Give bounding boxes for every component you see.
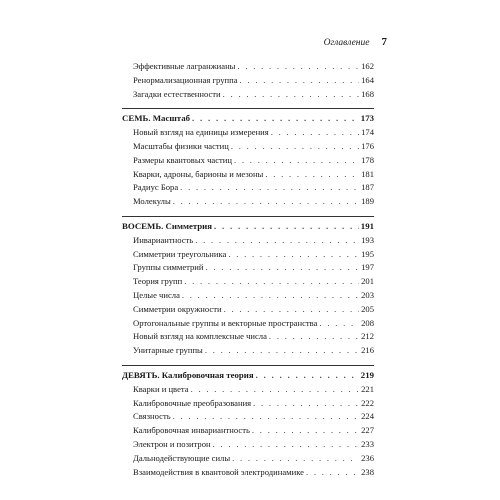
dot-leader	[319, 317, 359, 331]
toc-entry-label: Инвариантность	[133, 234, 194, 245]
running-head-title: Оглавление	[323, 38, 370, 48]
dot-leader	[182, 289, 359, 303]
chapter-heading	[122, 220, 374, 234]
toc-entry	[122, 126, 374, 140]
toc-entry-page: 187	[361, 182, 374, 193]
toc-chapter	[122, 365, 374, 479]
toc-entry-label: Новый взгляд на комплексные числа	[133, 331, 267, 342]
dot-leader	[213, 438, 359, 452]
toc-entry-label: Эффективные лагранжианы	[133, 61, 236, 71]
toc-entry-page: 164	[361, 74, 374, 85]
dot-leader	[256, 369, 359, 383]
toc-entry-page: 181	[361, 168, 374, 179]
dot-leader	[192, 112, 359, 126]
toc-entry-page: 203	[361, 289, 374, 300]
toc-entry	[122, 140, 374, 154]
dot-leader	[232, 452, 359, 466]
toc-entry	[122, 234, 374, 248]
dot-leader	[173, 410, 359, 424]
chapter-heading	[122, 369, 374, 383]
toc-entry-label: Взаимодействия в квантовой электродинамике	[133, 466, 304, 477]
toc-entry-label: Электрон и позитрон	[133, 438, 211, 449]
toc-entry	[122, 261, 374, 275]
chapter-heading-page: 191	[360, 220, 374, 231]
toc-entry-label: Связность	[133, 411, 171, 422]
dot-leader	[184, 275, 359, 289]
dot-leader	[306, 466, 359, 480]
toc-entry-label: Кварки и цвета	[133, 383, 189, 394]
toc-entry-label: Загадки естественности	[133, 88, 221, 99]
chapter-heading-page: 219	[360, 369, 374, 380]
toc-entry	[122, 289, 374, 303]
toc-entry	[122, 452, 374, 466]
toc-entry-label: Калибровочные преобразования	[133, 397, 252, 408]
chapter-heading-label: ВОСЕМЬ. Симметрия	[122, 220, 213, 231]
chapter-heading-label: ДЕВЯТЬ. Калибровочная теория	[122, 369, 254, 380]
toc-entry-label: Группы симметрий	[133, 262, 204, 273]
toc-entry-page: 236	[361, 452, 374, 463]
table-of-contents	[122, 60, 374, 486]
dot-leader	[237, 60, 359, 74]
toc-entry-page: 201	[361, 276, 374, 287]
toc-entry	[122, 410, 374, 424]
dot-leader	[228, 248, 359, 262]
page-number: 7	[381, 36, 387, 48]
dot-leader	[252, 424, 359, 438]
dot-leader	[191, 383, 360, 397]
chapter-heading	[122, 112, 374, 126]
toc-entry	[122, 88, 374, 102]
toc-entry-page: 205	[361, 303, 374, 314]
dot-leader	[195, 234, 359, 248]
toc-entry	[122, 397, 374, 411]
toc-entry	[122, 317, 374, 331]
toc-chapter	[122, 216, 374, 358]
chapter-heading-page: 173	[360, 113, 374, 124]
toc-entry	[122, 168, 374, 182]
toc-entry-page: 208	[361, 317, 374, 328]
toc-entry-label: Размеры квантовых частиц	[133, 154, 232, 165]
toc-entry-page: 195	[361, 248, 374, 259]
toc-entry	[122, 60, 374, 74]
toc-entry	[122, 181, 374, 195]
toc-entry	[122, 344, 374, 358]
toc-entry-page: 216	[361, 345, 374, 356]
toc-entry-page: 176	[361, 140, 374, 151]
toc-entry-page: 197	[361, 262, 374, 273]
dot-leader	[231, 140, 359, 154]
toc-entry-page: 238	[361, 466, 374, 477]
toc-entry-page: 227	[361, 425, 374, 436]
toc-entry-page: 162	[361, 61, 374, 71]
toc-entry-page: 222	[361, 397, 374, 408]
toc-chapter	[122, 60, 374, 101]
toc-entry-page: 168	[361, 88, 374, 99]
toc-entry	[122, 303, 374, 317]
toc-entry-page: 174	[361, 127, 374, 138]
dot-leader	[269, 330, 359, 344]
running-head	[324, 36, 387, 48]
dot-leader	[265, 168, 359, 182]
dot-leader	[214, 220, 359, 234]
toc-entry-label: Калибровочная инвариантность	[133, 425, 250, 436]
toc-entry-label: Кварки, адроны, барионы и мезоны	[133, 168, 264, 179]
toc-entry	[122, 383, 374, 397]
dot-leader	[173, 195, 359, 209]
dot-leader	[205, 344, 359, 358]
toc-entry	[122, 248, 374, 262]
dot-leader	[271, 126, 359, 140]
toc-entry-label: Ренормализационная группа	[133, 74, 238, 85]
toc-entry-label: Масштабы физики частиц	[133, 140, 229, 151]
toc-entry-label: Дальнодействующие силы	[133, 452, 231, 463]
toc-entry	[122, 330, 374, 344]
toc-chapter	[122, 108, 374, 209]
toc-entry	[122, 195, 374, 209]
toc-entry-label: Симметрии треугольника	[133, 248, 227, 259]
dot-leader	[206, 261, 360, 275]
toc-entry	[122, 424, 374, 438]
dot-leader	[180, 181, 359, 195]
toc-entry-label: Новый взгляд на единицы измерения	[133, 127, 269, 138]
toc-entry-label: Радиус Бора	[133, 182, 179, 193]
toc-entry-page: 212	[361, 331, 374, 342]
toc-entry-label: Унитарные группы	[133, 345, 203, 356]
toc-entry	[122, 154, 374, 168]
toc-entry-page: 233	[361, 438, 374, 449]
dot-leader	[224, 303, 360, 317]
toc-entry-page: 178	[361, 154, 374, 165]
toc-entry-page: 189	[361, 196, 374, 207]
toc-entry	[122, 275, 374, 289]
toc-entry-page: 221	[361, 383, 374, 394]
toc-entry	[122, 74, 374, 88]
toc-entry-label: Целые числа	[133, 289, 180, 300]
toc-entry-page: 193	[361, 234, 374, 245]
toc-entry	[122, 466, 374, 480]
toc-entry-page: 224	[361, 411, 374, 422]
toc-entry-label: Симметрии окружности	[133, 303, 222, 314]
toc-entry-label: Теория групп	[133, 276, 183, 287]
dot-leader	[253, 397, 359, 411]
toc-entry	[122, 438, 374, 452]
dot-leader	[223, 88, 359, 102]
chapter-heading-label: СЕМЬ. Масштаб	[122, 113, 190, 124]
toc-entry-label: Ортогональные группы и векторные пространства	[133, 317, 318, 328]
dot-leader	[234, 154, 359, 168]
dot-leader	[240, 74, 360, 88]
toc-entry-label: Молекулы	[133, 196, 171, 207]
